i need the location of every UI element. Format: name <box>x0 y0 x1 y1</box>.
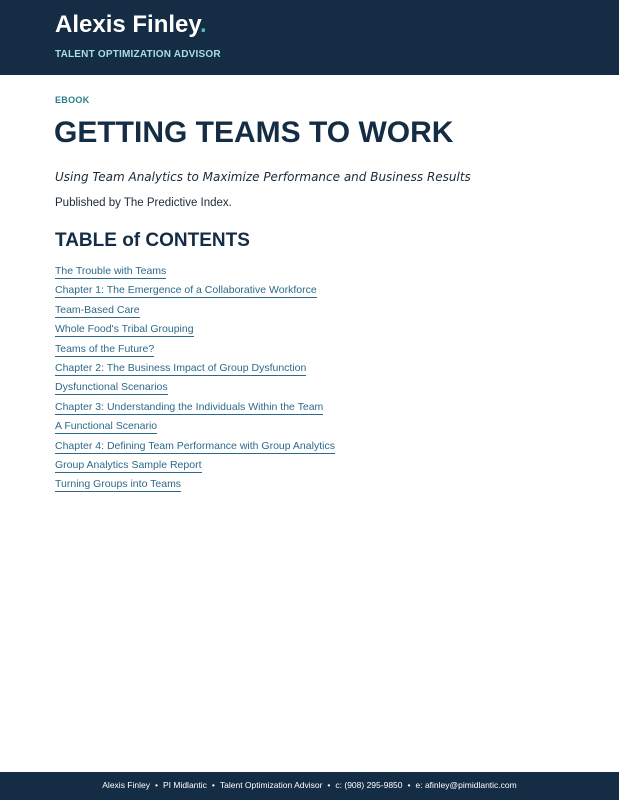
toc-item <box>55 301 335 320</box>
footer-separator: • <box>154 780 158 790</box>
header-name-dot: . <box>199 11 207 38</box>
footer-name: Alexis Finley <box>102 780 150 790</box>
publisher-line: Published by The Predictive Index. <box>55 197 232 209</box>
toc-item <box>55 281 335 300</box>
footer-email: e: afinley@pimidlantic.com <box>415 780 517 790</box>
toc-heading: TABLE of CONTENTS <box>55 230 250 251</box>
footer-separator: • <box>211 780 215 790</box>
header-name-text: Alexis Finley <box>55 11 200 38</box>
toc-item <box>55 398 335 417</box>
toc-item <box>55 417 335 436</box>
toc-item <box>55 320 335 339</box>
toc-link-whole-foods[interactable]: Whole Food's Tribal Grouping <box>55 323 194 336</box>
toc-item <box>55 378 335 397</box>
toc-link-chapter-4[interactable]: Chapter 4: Defining Team Performance with Group Analytics <box>55 439 335 452</box>
toc-item <box>55 456 335 475</box>
toc-link-functional-scenario[interactable]: A Functional Scenario <box>55 420 158 433</box>
toc-item <box>55 359 335 378</box>
toc-link-teams-of-future[interactable]: Teams of the Future? <box>55 342 155 355</box>
footer-separator: • <box>407 780 411 790</box>
document-type-label: EBOOK <box>55 95 90 105</box>
footer-company: PI Midlantic <box>162 780 207 790</box>
document-subtitle: Using Team Analytics to Maximize Performance and Business Results <box>55 170 471 184</box>
toc-link-chapter-2[interactable]: Chapter 2: The Business Impact of Group Dysfunction <box>55 361 307 374</box>
toc-link-trouble-with-teams[interactable]: The Trouble with Teams <box>55 265 167 277</box>
toc-link-dysfunctional-scenarios[interactable]: Dysfunctional Scenarios <box>55 381 168 394</box>
toc-item <box>55 340 335 359</box>
page-header <box>0 0 619 75</box>
toc-link-chapter-1[interactable]: Chapter 1: The Emergence of a Collaborative Workforce <box>55 284 317 297</box>
toc-item <box>55 262 335 281</box>
footer-role: Talent Optimization Advisor <box>219 780 323 790</box>
toc-link-sample-report[interactable]: Group Analytics Sample Report <box>55 458 202 471</box>
footer-separator: • <box>327 780 331 790</box>
document-title: GETTING TEAMS TO WORK <box>54 116 454 149</box>
toc-item <box>55 437 335 456</box>
footer-phone: c: (908) 295-9850 <box>335 780 403 790</box>
toc-link-team-based-care[interactable]: Team-Based Care <box>55 303 140 316</box>
header-role: TALENT OPTIMIZATION ADVISOR <box>55 49 221 60</box>
toc-link-groups-into-teams[interactable]: Turning Groups into Teams <box>55 478 182 491</box>
toc-list <box>55 262 335 495</box>
toc-item <box>55 475 335 494</box>
toc-link-chapter-3[interactable]: Chapter 3: Understanding the Individuals Within the Team <box>55 400 324 413</box>
header-name <box>55 11 207 39</box>
page-footer <box>0 772 619 800</box>
